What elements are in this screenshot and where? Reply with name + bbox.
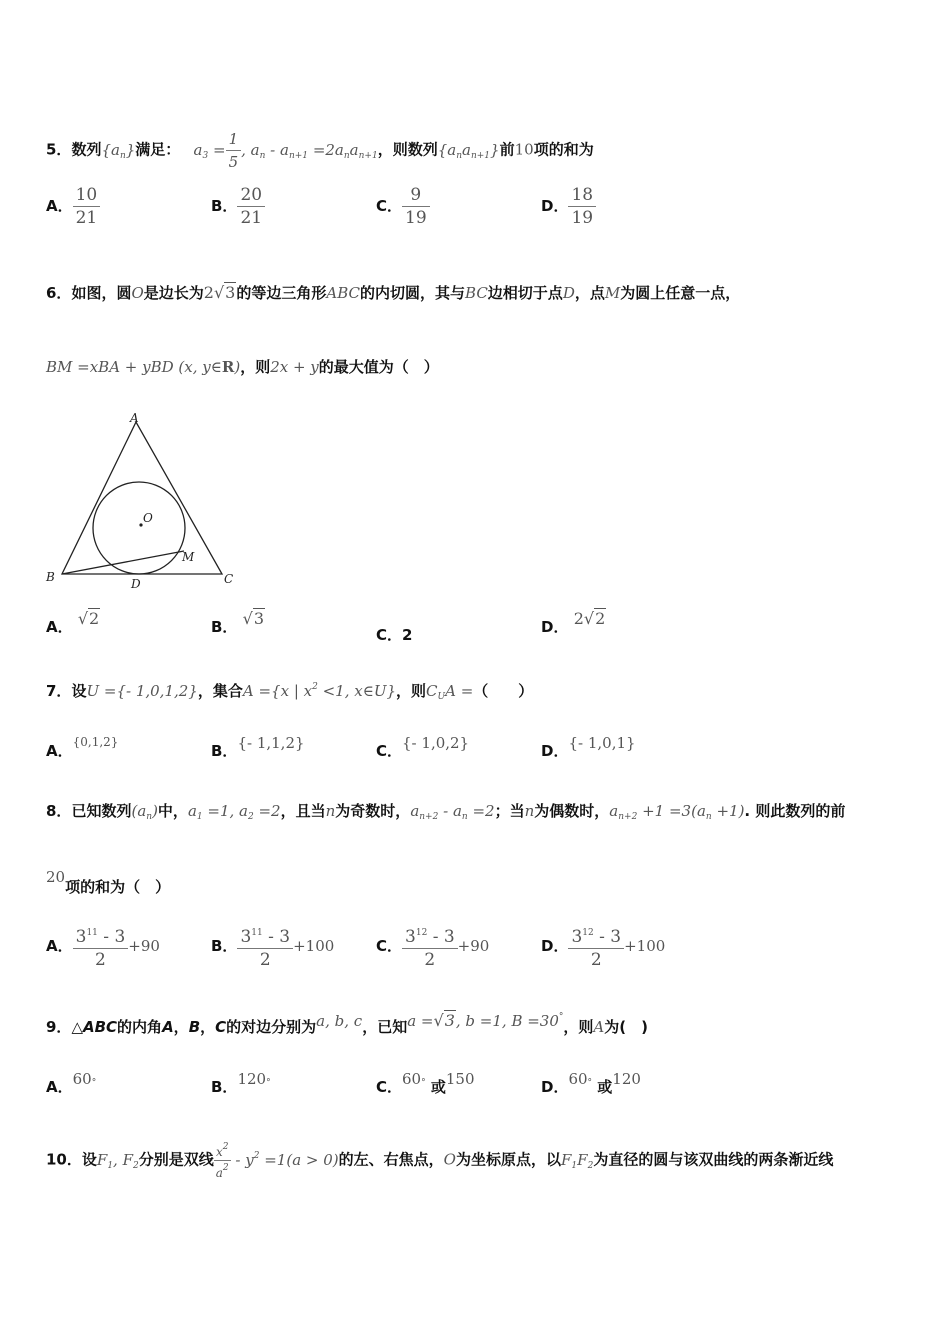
q6-option-d[interactable]: D． 2√2 <box>541 609 606 636</box>
question-7: 7．设U ={- 1,0,1,2}，集合A ={x | $x^2 <1$, x∈U}，则$C_UA$ =（ ） <box>46 682 534 702</box>
q8-option-c[interactable]: C． $\frac{3^{12} - 3}{2}$ +90 <box>376 922 489 971</box>
q10-foci: $F_1$, $F_2$ <box>96 1150 139 1171</box>
q6-vector-eq: BM =xBA + yBD (x, y∈R) <box>46 358 241 376</box>
q8-seq: $(a_n)$ <box>131 802 158 822</box>
label-b: B <box>46 570 55 584</box>
q8-option-d[interactable]: D． $\frac{3^{12} - 3}{2}$ +100 <box>541 922 665 971</box>
question-6: 6．如图，圆O是边长为2√3的等边三角形ABC的内切圆，其与BC边相切于点D，点M为圆上任意一点， <box>46 283 741 302</box>
q7-set-a: A ={x | $x^2 <1$, x∈U} <box>242 682 397 700</box>
q7-option-a[interactable]: A．$^{\{0,1,2\}}$ <box>46 735 119 760</box>
q7-option-b[interactable]: B．{- 1,1,2} <box>211 734 305 760</box>
q8-option-a[interactable]: A． $\frac{3^{11} - 3}{2}$ +90 <box>46 922 160 971</box>
q5-seq: $\{a_n\}$ <box>101 140 136 161</box>
q6-option-a[interactable]: A． √2 <box>46 609 100 636</box>
q5-option-b[interactable]: B． $\frac{20}{21}$ <box>211 184 265 229</box>
q9-number: 9． <box>46 1018 72 1036</box>
q7-option-d[interactable]: D．{- 1,0,1} <box>541 734 636 760</box>
question-8: 8．已知数列$(a_n)$中，$a_1 =1$, $a_2 =2$，且当n为奇数时，$a_{n+2} - a_n =2$；当n为偶数时，$a_{n+2} +1 =3(a_n +1)$. 则此数列的前 <box>46 802 846 822</box>
q6-number: 6． <box>46 284 72 302</box>
q7-complement: $C_UA$ = <box>426 682 474 702</box>
q7-universal-set: U ={- 1,0,1,2} <box>86 682 198 700</box>
incircle <box>93 482 185 574</box>
q5-option-a[interactable]: A． $\frac{10}{21}$ <box>46 184 100 229</box>
q5-option-d[interactable]: D． $\frac{18}{19}$ <box>541 184 596 229</box>
q9-condition: a =√3, b =1, B =30° <box>407 1011 564 1030</box>
label-d: D <box>131 577 141 591</box>
label-m: M <box>182 550 195 564</box>
q5-condition: $a_3$ = $\frac{1}{5}$ , $a_n - a_{n+1} =2a_na_{n+1}$ <box>193 130 378 171</box>
q8-even-rule: $a_{n+2} +1 =3(a_n +1)$ <box>609 802 745 822</box>
q9-option-d[interactable]: D．60° 或120 <box>541 1070 641 1096</box>
q10-number: 10． <box>46 1150 82 1169</box>
q6-option-b[interactable]: B． √3 <box>211 609 265 636</box>
q6-side-length: 2√3 <box>203 283 236 302</box>
triangle-abc <box>62 422 222 574</box>
q7-number: 7． <box>46 682 72 700</box>
q8-odd-rule: $a_{n+2} - a_n =2$ <box>410 802 495 822</box>
q8-option-b[interactable]: B． $\frac{3^{11} - 3}{2}$ +100 <box>211 922 334 971</box>
q9-option-b[interactable]: B．120° <box>211 1070 271 1096</box>
label-a: A <box>130 411 139 425</box>
q7-option-c[interactable]: C．{- 1,0,2} <box>376 734 470 760</box>
q5-option-c[interactable]: C． $\frac{9}{19}$ <box>376 184 430 229</box>
question-6-line2: BM =xBA + yBD (x, y∈R)，则2x + y的最大值为（ ） <box>46 358 439 376</box>
question-10: 10．设$F_1$, $F_2$分别是双线 $\frac{x^2}{a^2}$ - $y^2 =1(a > 0)$的左、右焦点，O为坐标原点，以$F_1F_2$为直径的圆与该双曲线的两条渐近线 <box>46 1142 834 1180</box>
q8-initial: $a_1 =1$, $a_2 =2$ <box>187 802 281 822</box>
q6-figure <box>40 405 250 595</box>
q10-hyperbola: $\frac{x^2}{a^2}$ - $y^2 =1(a > 0)$ <box>215 1142 339 1180</box>
q8-number: 8． <box>46 802 72 820</box>
question-5: 5．数列$\{a_n\}$满足： $a_3$ = $\frac{1}{5}$ , $a_n - a_{n+1} =2a_na_{n+1}$，则数列$\{a_na_{n+1}\}$前10项的和为 <box>46 130 594 171</box>
question-9: 9．△ABC的内角A，B，C的对边分别为a, b, c，已知a =√3, b =1, B =30°，则A为( ) <box>46 1011 648 1036</box>
q9-option-c[interactable]: C．60° 或150 <box>376 1070 475 1096</box>
q9-option-a[interactable]: A．60° <box>46 1070 97 1096</box>
q5-seq2: $\{a_na_{n+1}\}$ <box>437 140 500 161</box>
label-c: C <box>224 572 234 586</box>
q10-f1f2: $F_1F_2$ <box>561 1150 594 1171</box>
question-8-line2: 20项的和为（ ） <box>46 868 171 896</box>
q6-option-c[interactable]: C．2 <box>376 626 413 644</box>
label-o: O <box>143 511 153 525</box>
q5-number: 5． <box>46 140 72 159</box>
